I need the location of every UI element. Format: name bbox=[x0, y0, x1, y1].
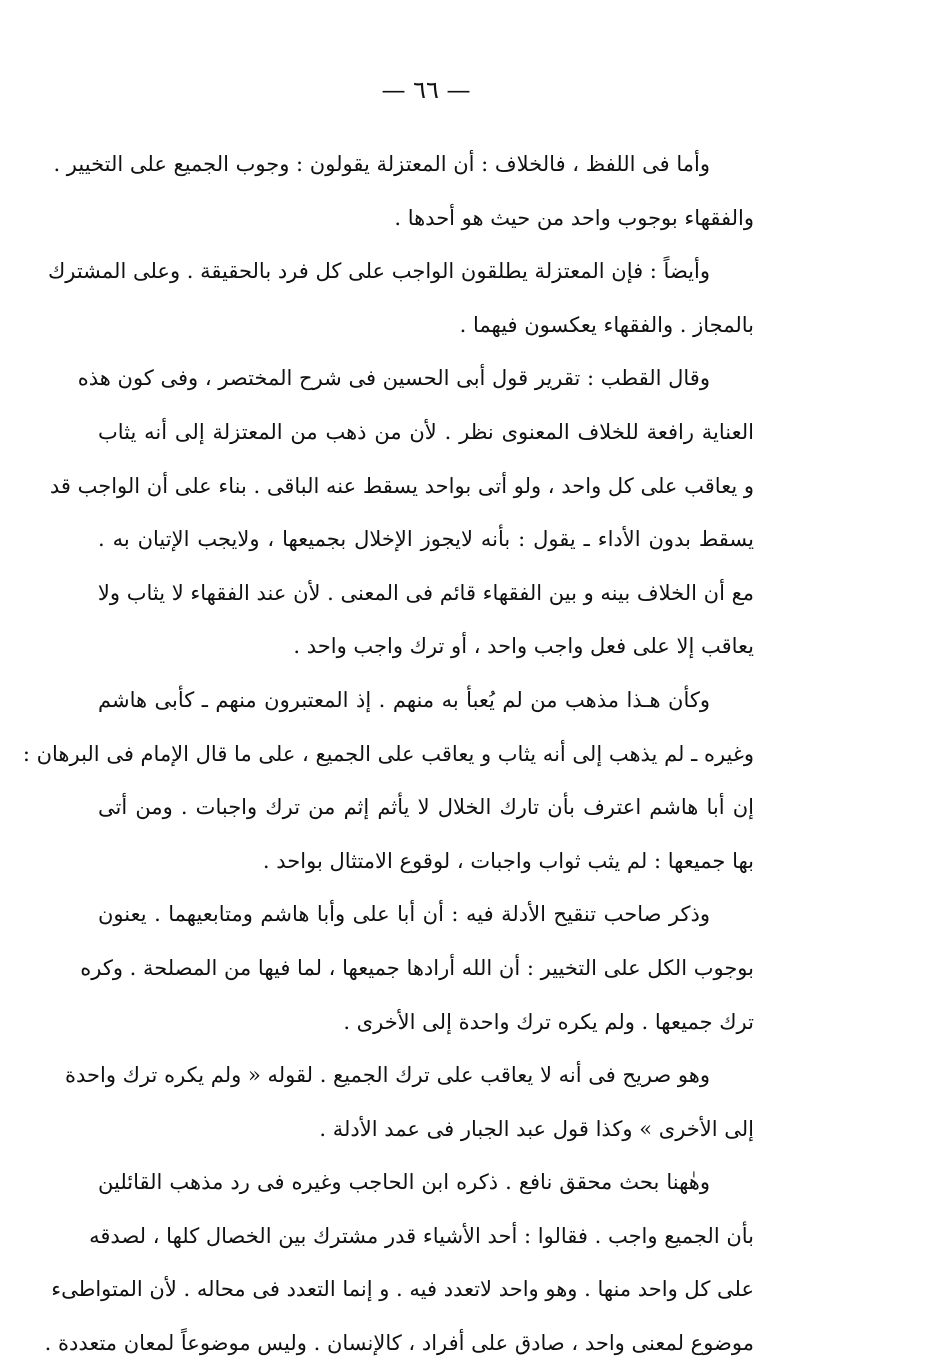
text-line: يعاقب إلا على فعل واجب واحد ، أو ترك واجب واحد . bbox=[293, 634, 754, 659]
paragraph bbox=[53, 138, 754, 245]
text-line: مع أن الخلاف بينه و بين الفقهاء قائم فى المعنى . لأن عند الفقهاء لا يثاب ولا bbox=[97, 580, 754, 605]
text-line: وهو صريح فى أنه لا يعاقب على ترك الجميع . لقوله « ولم يكره ترك واحدة bbox=[65, 1063, 710, 1088]
text-line: على كل واحد منها . وهو واحد لاتعدد فيه . و إنما التعدد فى محاله . لأن المتواطىء bbox=[51, 1277, 754, 1302]
text-line: ترك جميعها . ولم يكره ترك واحدة إلى الأخرى . bbox=[343, 1009, 754, 1034]
text-line: وكأن هـذا مذهب من لم يُعبأ به منهم . إذ المعتبرون منهم ـ كأبى هاشم bbox=[98, 687, 710, 712]
paragraph bbox=[22, 674, 754, 888]
text-line: والفقهاء بوجوب واحد من حيث هو أحدها . bbox=[394, 205, 754, 230]
text-line: وقال القطب : تقرير قول أبى الحسين فى شرح المختصر ، وفى كون هذه bbox=[77, 366, 710, 391]
text-line: إلى الأخرى » وكذا قول عبد الجبار فى عمد الأدلة . bbox=[319, 1116, 754, 1141]
text-line: بالمجاز . والفقهاء يعكسون فيهما . bbox=[459, 312, 754, 337]
paragraph bbox=[80, 888, 754, 1049]
paragraph bbox=[49, 352, 754, 674]
text-line: وغيره ـ لم يذهب إلى أنه يثاب و يعاقب على الجميع ، على ما قال الإمام فى البرهان : bbox=[22, 741, 754, 766]
text-line: إن أبا هاشم اعترف بأن تارك الخلال لا يأثم إثم من ترك واجبات . ومن أتى bbox=[98, 795, 754, 820]
text-line: وأما فى اللفظ ، فالخلاف : أن المعتزلة يقولون : وجوب الجميع على التخيير . bbox=[53, 152, 710, 176]
page-number: — ٦٦ — bbox=[381, 76, 471, 104]
text-line: موضوع لمعنى واحد ، صادق على أفراد ، كالإنسان . وليس موضوعاً لمعان متعددة . bbox=[44, 1331, 754, 1356]
text-line: وهٰهنا بحث محقق نافع . ذكره ابن الحاجب وغيره فى رد مذهب القائلين bbox=[98, 1170, 710, 1195]
text-line: وذكر صاحب تنقيح الأدلة فيه : أن أبا على وأبا هاشم ومتابعيهما . يعنون bbox=[98, 902, 710, 927]
text-line: يسقط بدون الأداء ـ يقول : بأنه لايجوز الإخلال بجميعها ، ولايجب الإتيان به . bbox=[98, 527, 754, 552]
paragraph bbox=[44, 1156, 754, 1370]
text-line: بها جميعها : لم يثب ثواب واجبات ، لوقوع الامتثال بواحد . bbox=[262, 848, 754, 873]
text-line: بأن الجميع واجب . فقالوا : أحد الأشياء قدر مشترك بين الخصال كلها ، لصدقه bbox=[89, 1223, 754, 1248]
text-line: العناية رافعة للخلاف المعنوى نظر . لأن من ذهب من المعتزلة إلى أنه يثاب bbox=[98, 419, 754, 444]
paragraph bbox=[47, 245, 754, 352]
text-line: و يعاقب على كل واحد ، ولو أتى بواحد يسقط عنه الباقى . بناء على أن الواجب قد bbox=[49, 473, 754, 498]
body-text bbox=[22, 138, 754, 1371]
text-line: وأيضاً : فإن المعتزلة يطلقون الواجب على كل فرد بالحقيقة . وعلى المشترك bbox=[47, 259, 710, 284]
text-line: بوجوب الكل على التخيير : أن الله أرادها جميعها ، لما فيها من المصلحة . وكره bbox=[80, 955, 754, 980]
paragraph bbox=[65, 1049, 754, 1156]
